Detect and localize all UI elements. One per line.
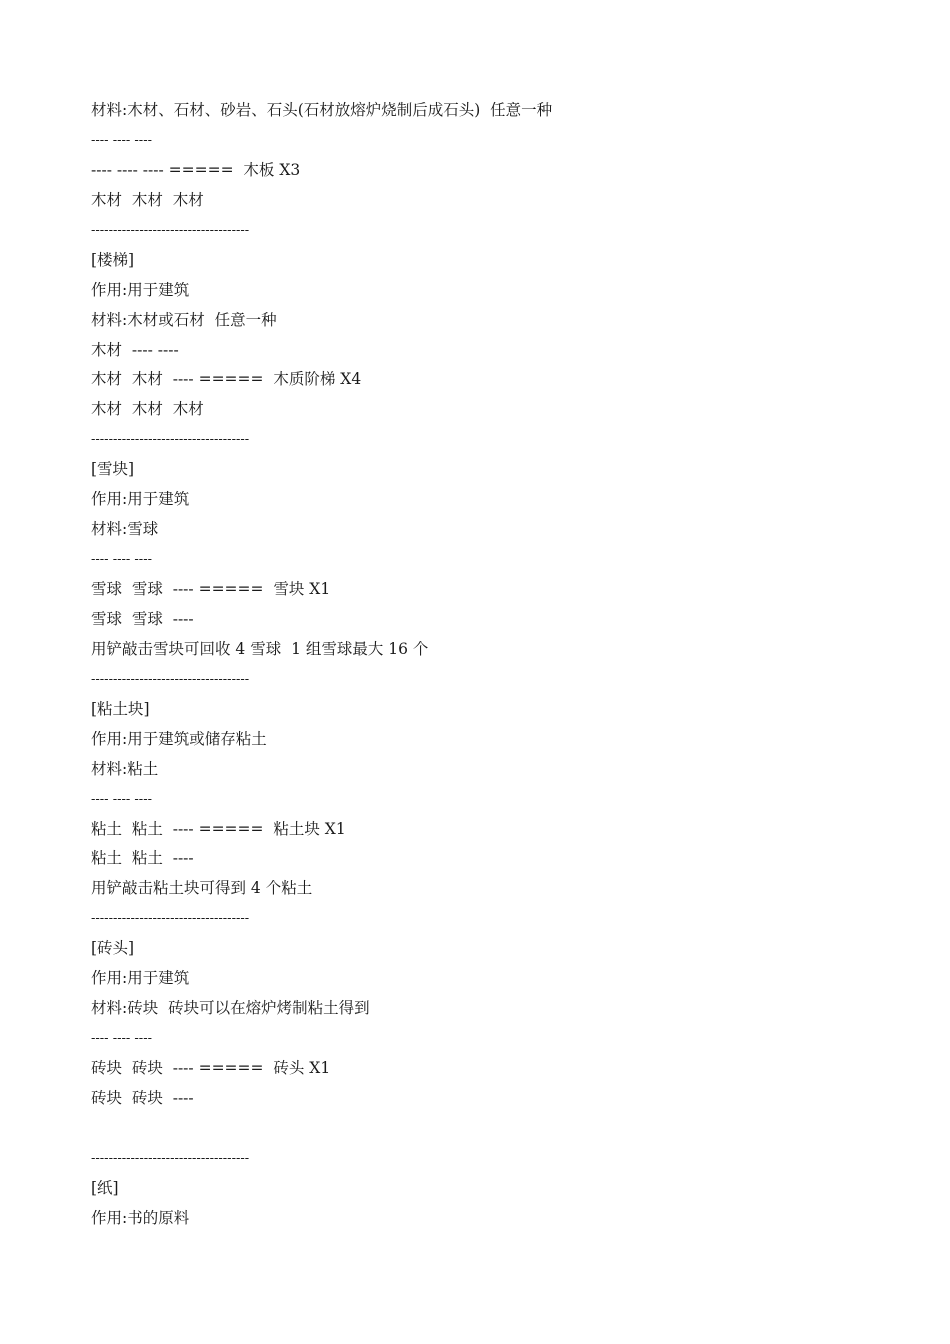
- recipe-row: ---- ---- ----: [91, 552, 152, 568]
- usage-line: 作用:用于建筑: [91, 490, 190, 509]
- recipe-row: ---- ---- ----: [91, 1031, 152, 1047]
- usage-line: 作用:用于建筑或储存粘土: [91, 729, 267, 748]
- section-divider: ------------------------------------: [91, 1150, 250, 1166]
- recipe-row: ---- ---- ----: [91, 791, 152, 807]
- note-line: 用铲敲击粘土块可得到 4 个粘土: [91, 879, 313, 898]
- recipe-row: 砖块 砖块 ---- ===== 砖头 X1: [91, 1059, 331, 1077]
- materials-line: 材料:砖块 砖块可以在熔炉烤制粘土得到: [91, 999, 370, 1018]
- section-heading-clay-block: [粘土块]: [91, 699, 150, 718]
- section-divider: ------------------------------------: [91, 911, 250, 927]
- section-divider: ------------------------------------: [91, 432, 250, 448]
- recipe-row: ---- ---- ----: [91, 132, 152, 148]
- note-line: 用铲敲击雪块可回收 4 雪球 1 组雪球最大 16 个: [91, 639, 429, 658]
- materials-line: 材料:粘土: [91, 759, 159, 778]
- materials-line: 材料:木材或石材 任意一种: [91, 310, 277, 329]
- materials-line: 材料:木材、石材、砂岩、石头(石材放熔炉烧制后成石头) 任意一种: [91, 101, 553, 119]
- recipe-row: 木材 木材 ---- ===== 木质阶梯 X4: [91, 370, 362, 389]
- usage-line: 作用:用于建筑: [91, 280, 190, 299]
- section-heading-snow-block: [雪块]: [91, 460, 135, 479]
- recipe-row: 砖块 砖块 ----: [91, 1088, 194, 1107]
- section-divider: ------------------------------------: [91, 222, 250, 238]
- recipe-row: 木材 木材 木材: [91, 190, 204, 209]
- section-heading-stairs: [楼梯]: [91, 250, 135, 269]
- blank-line: [91, 1114, 891, 1144]
- document-body: [91, 96, 891, 1234]
- recipe-row: 木材 ---- ----: [91, 340, 179, 359]
- recipe-row: ---- ---- ---- ===== 木板 X3: [91, 160, 301, 179]
- recipe-row: 粘土 粘土 ----: [91, 849, 194, 868]
- section-heading-paper: [纸]: [91, 1178, 119, 1197]
- usage-line: 作用:用于建筑: [91, 969, 190, 988]
- usage-line: 作用:书的原料: [91, 1208, 190, 1227]
- section-heading-brick: [砖头]: [91, 939, 135, 958]
- materials-line: 材料:雪球: [91, 520, 159, 539]
- section-divider: ------------------------------------: [91, 671, 250, 687]
- recipe-row: 雪球 雪球 ---- ===== 雪块 X1: [91, 580, 331, 598]
- recipe-row: 粘土 粘土 ---- ===== 粘土块 X1: [91, 819, 346, 838]
- recipe-row: 木材 木材 木材: [91, 400, 204, 419]
- recipe-row: 雪球 雪球 ----: [91, 609, 194, 628]
